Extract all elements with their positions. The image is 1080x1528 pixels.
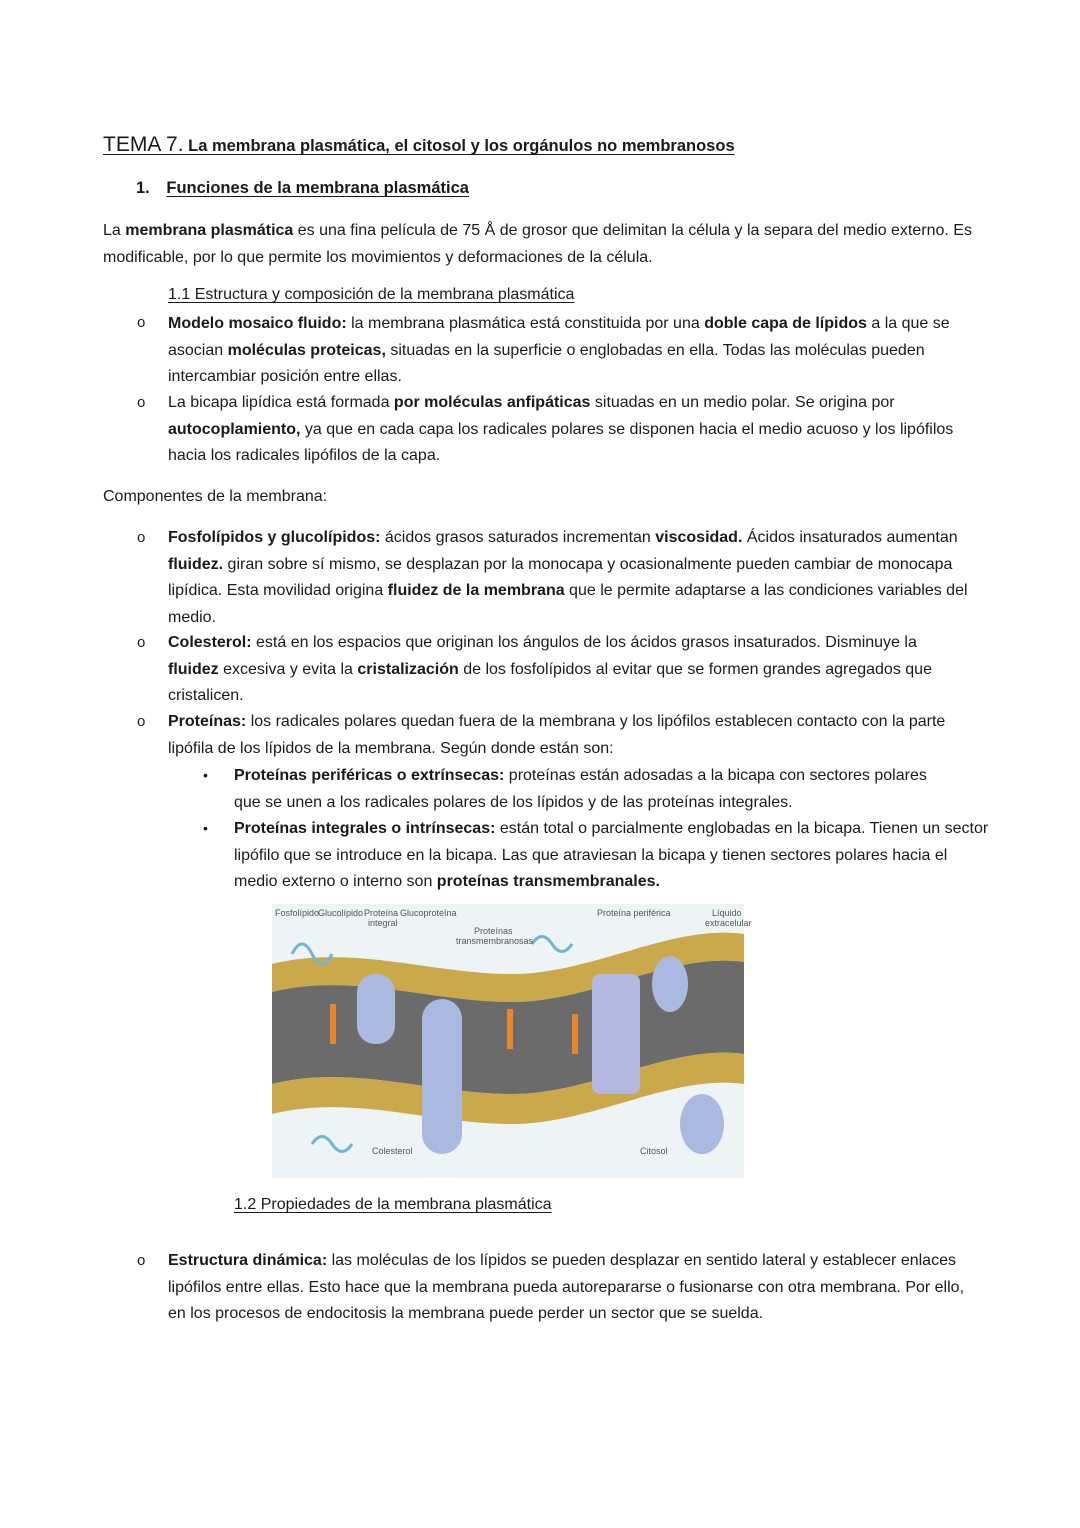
item-bold: Fosfolípidos y glucolípidos: (168, 529, 381, 546)
item-text: las moléculas de los lípidos se pueden desplazar en sentido lateral y establecer enlaces lipófilos entre ellas. Esto hace que la membrana pueda autorepararse o fusionarse con otra membrana. Por ello, en los procesos de endocitosis la membrana puede perder un sector que se suelda. (168, 1252, 965, 1322)
section-title: Funciones de la membrana plasmática (166, 179, 469, 197)
sub-list-item (234, 816, 994, 896)
bullet-marker: o (137, 394, 146, 411)
item-text: Ácidos insaturados aumentan (742, 529, 958, 546)
item-text: que le permite adaptarse a las condiciones variables del medio. (168, 582, 968, 626)
item-bold: por moléculas anfipáticas (393, 394, 591, 411)
cholesterol-mark (572, 1014, 578, 1054)
membrane-diagram (272, 904, 752, 1178)
components-heading: Componentes de la membrana: (103, 488, 328, 505)
item-text: giran sobre sí mismo, se desplazan por la monocapa y ocasionalmente pueden cambiar de monocapa lipídica. Esta movilidad origina (168, 555, 953, 599)
page-title (103, 133, 735, 157)
label-transmembranosas: transmembranosas (456, 936, 534, 946)
item-bold: viscosidad. (655, 529, 743, 546)
cholesterol-mark (330, 1004, 336, 1044)
item-text: excesiva y evita la (218, 660, 358, 678)
item-text: está en los espacios que originan los ángulos de los ácidos grasos insaturados. Disminuye la (251, 634, 917, 651)
transmembrane-protein (422, 999, 462, 1154)
item-text: están total o parcialmente englobadas en la bicapa. Tienen un sector lipófilo que se introduce en la bicapa. Las que atraviesan la bicapa y tienen sectores polares hacia el medio externo o interno son (234, 820, 989, 890)
label-proteina: Proteína (364, 908, 399, 918)
item-bold: cristalización (357, 660, 459, 678)
transmembrane-protein (592, 974, 640, 1094)
bullet-marker: o (137, 634, 146, 651)
tema-title: La membrana plasmática, el citosol y los orgánulos no membranosos (188, 137, 735, 155)
cholesterol-mark (507, 1009, 513, 1049)
item-text: la membrana plasmática está constituida por una (346, 315, 705, 332)
subsection-title: 1.1 Estructura y composición de la membrana plasmática (168, 286, 575, 303)
peripheral-protein (652, 956, 688, 1012)
label-extracelular: extracelular (705, 918, 752, 928)
intro-paragraph (103, 218, 983, 271)
item-bold: Modelo mosaico fluido: (168, 315, 347, 332)
intro-text: La (103, 222, 126, 239)
label-glucolipido: Glucolípido (318, 908, 364, 918)
label-integral: integral (368, 918, 398, 928)
item-bold: autocoplamiento, (168, 420, 301, 438)
label-fosfolipido: Fosfolípido (275, 908, 320, 918)
bullet-marker: • (203, 820, 208, 836)
item-text: a la que se asocian (168, 315, 950, 359)
item-text: situadas en la superficie o englobadas en ella. Todas las moléculas pueden intercambiar posición entre ellas. (168, 341, 925, 385)
label-proteinas: Proteínas (474, 926, 513, 936)
section-number: 1. (136, 179, 150, 197)
label-liquido: Líquido (712, 908, 742, 918)
item-bold: fluidez de la membrana (387, 582, 565, 599)
item-text: ácidos grasos saturados incrementan (380, 529, 656, 546)
bullet-marker: • (203, 767, 208, 783)
list-item (168, 525, 968, 631)
sub-list-item (234, 763, 954, 816)
item-text: de los fosfolípidos al evitar que se formen grandes agregados que cristalicen. (168, 660, 932, 704)
item-bold: Estructura dinámica: (168, 1252, 328, 1269)
item-bold: fluidez (168, 660, 219, 678)
item-bold: Proteínas: (168, 713, 247, 730)
label-citosol: Citosol (640, 1146, 668, 1156)
section-heading (136, 179, 469, 198)
item-bold: moléculas proteicas, (227, 341, 386, 359)
tema-label: TEMA 7. (103, 133, 184, 156)
item-text: proteínas están adosadas a la bicapa con sectores polares que se unen a los radicales polares de los lípidos y de las proteínas integrales. (234, 767, 927, 811)
list-item (168, 1248, 978, 1328)
item-bold: proteínas transmembranales. (436, 873, 660, 890)
item-bold: doble capa de lípidos (704, 315, 867, 332)
bullet-marker: o (137, 1252, 146, 1269)
item-text: La bicapa lipídica está formada (168, 394, 394, 411)
list-item (168, 709, 968, 762)
item-bold: Proteínas periféricas o extrínsecas: (234, 767, 505, 784)
item-text: ya que en cada capa los radicales polares se disponen hacia el medio acuoso y los lipófilos hacia los radicales lipófilos de la capa. (168, 420, 954, 464)
item-text: situadas en un medio polar. Se origina por (590, 394, 895, 411)
list-item (168, 311, 988, 391)
label-glucoproteina: Glucoproteína (400, 908, 457, 918)
intro-bold: membrana plasmática (125, 222, 294, 239)
integral-protein (357, 974, 395, 1044)
item-text: los radicales polares quedan fuera de la membrana y los lipófilos establecen contacto con la parte lipófila de los lípidos de la membrana. Según donde están son: (168, 713, 946, 757)
bullet-marker: o (137, 314, 146, 331)
list-item (168, 630, 948, 710)
bullet-marker: o (137, 713, 146, 730)
subsection-title: 1.2 Propiedades de la membrana plasmática (234, 1196, 552, 1213)
label-periferica: Proteína periférica (597, 908, 671, 918)
item-bold: Proteínas integrales o intrínsecas: (234, 820, 496, 837)
list-item (168, 390, 988, 470)
label-colesterol: Colesterol (372, 1146, 413, 1156)
item-bold: Colesterol: (168, 634, 252, 651)
item-bold: fluidez. (168, 555, 224, 573)
intro-text: es una fina película de 75 Å de grosor que delimitan la célula y la separa del medio externo. Es modificable, por lo que permite los movimientos y deformaciones de la célula. (103, 222, 972, 266)
peripheral-protein (680, 1094, 724, 1154)
bullet-marker: o (137, 529, 146, 546)
